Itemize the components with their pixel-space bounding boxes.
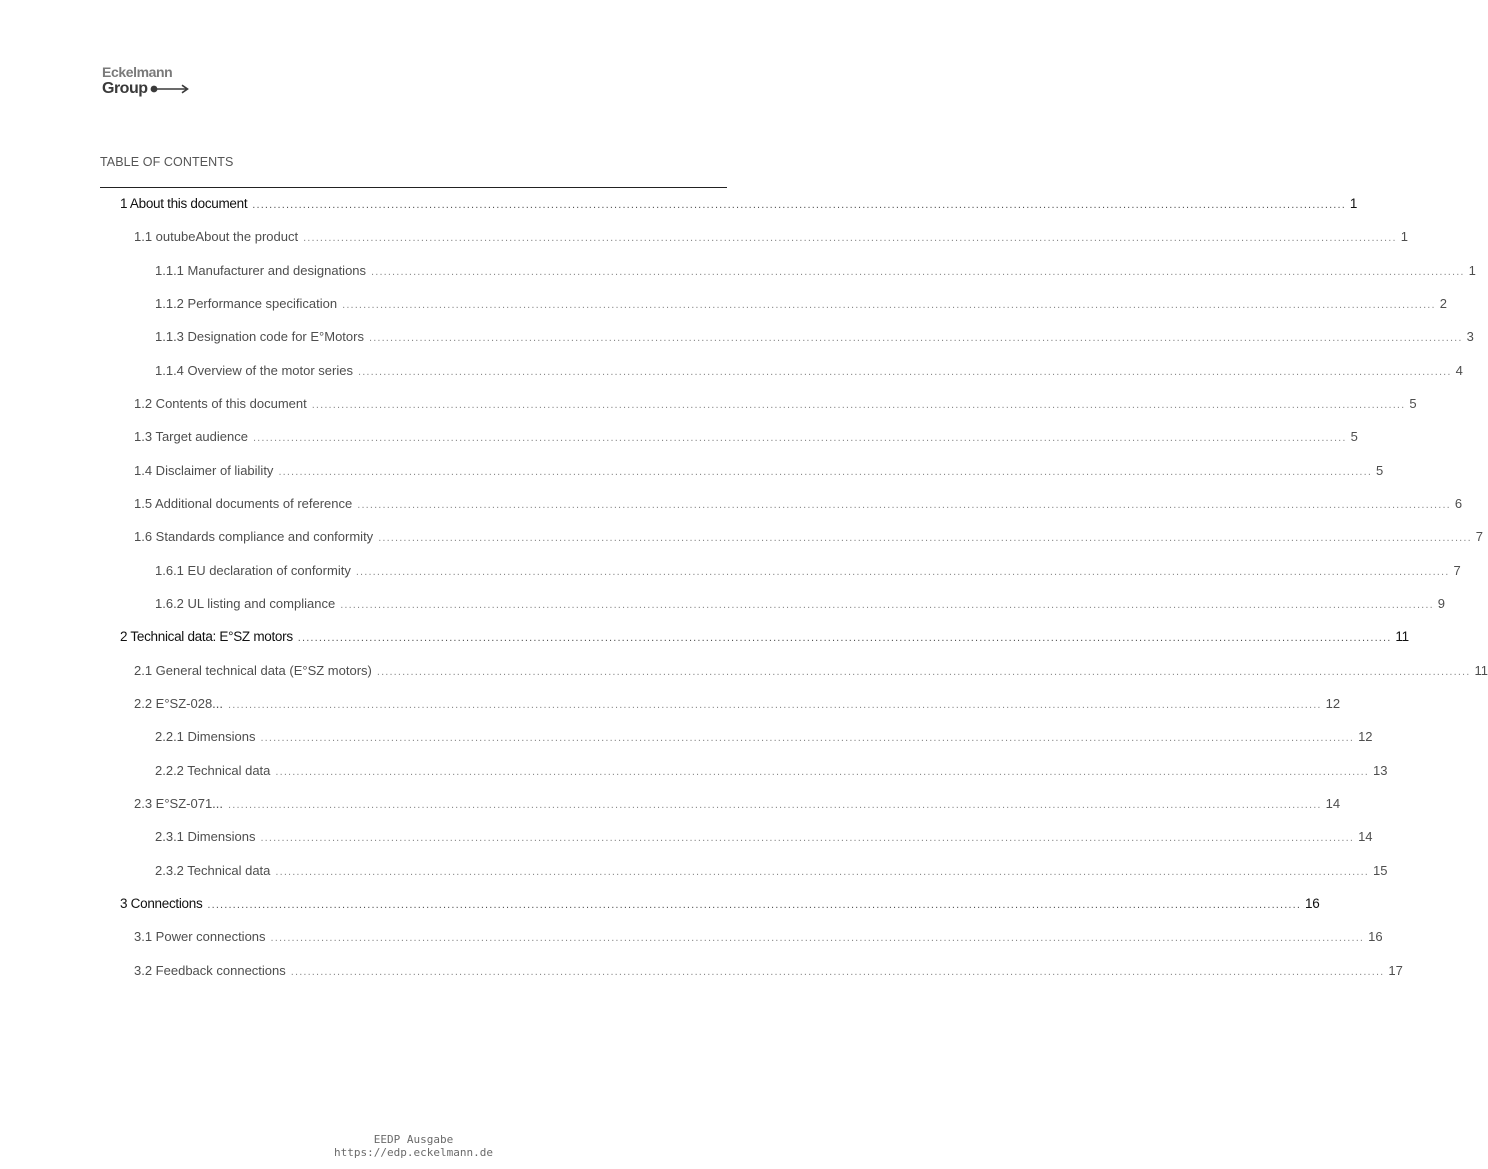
toc-dot-leader: .................................................................................................................................................................................................................................................................... [228,799,1322,811]
toc-entry-title: 2.2 E°SZ-028... [134,696,224,711]
toc-entry-page-number: 11 [1395,629,1409,644]
toc-dot-leader: .................................................................................................................................................................................................................................................................... [311,399,1406,411]
toc-dot-leader: .................................................................................................................................................................................................................................................................... [252,199,1346,211]
toc-entry[interactable] [134,929,1383,955]
toc-entry[interactable] [120,196,1358,222]
toc-entry-title: 1.1.3 Designation code for E°Motors [155,329,364,344]
toc-dot-leader: .................................................................................................................................................................................................................................................................... [376,666,1471,678]
toc-entry[interactable] [155,363,1463,389]
toc-entry[interactable] [134,463,1384,489]
toc-dot-leader: .................................................................................................................................................................................................................................................................... [297,632,1392,644]
toc-entry-page-number: 13 [1373,763,1388,778]
toc-entry-title: 1.6.1 EU declaration of conformity [155,563,351,578]
toc-dot-leader: .................................................................................................................................................................................................................................................................... [303,232,1397,244]
toc-entry[interactable] [134,229,1408,255]
toc-entry-title: 2.3.2 Technical data [155,863,271,878]
toc-entry-title: 1.6.2 UL listing and compliance [155,596,336,611]
toc-entry-page-number: 5 [1376,463,1384,478]
toc-dot-leader: .................................................................................................................................................................................................................................................................... [371,266,1465,278]
toc-dot-leader: .................................................................................................................................................................................................................................................................... [260,732,1355,744]
logo-wordmark-group: Group [102,80,148,97]
toc-divider [100,187,727,188]
toc-entry[interactable] [155,763,1388,789]
eckelmann-group-logo [102,64,202,100]
toc-entry[interactable] [134,663,1488,689]
toc-entry-title: 1.1.1 Manufacturer and designations [155,263,367,278]
toc-entry-title: 1.1.4 Overview of the motor series [155,363,353,378]
toc-entry[interactable] [155,863,1388,889]
toc-entry-title: 3.2 Feedback connections [134,963,286,978]
toc-entry[interactable] [120,629,1409,655]
toc-entry-page-number: 3 [1466,329,1474,344]
toc-entry-title: 1.6 Standards compliance and conformity [134,529,374,544]
toc-dot-leader: .................................................................................................................................................................................................................................................................... [260,832,1355,844]
toc-entry-page-number: 7 [1453,563,1461,578]
toc-entry-title: 2.2.1 Dimensions [155,729,256,744]
toc-dot-leader: .................................................................................................................................................................................................................................................................... [357,366,1452,378]
toc-entry-page-number: 5 [1350,429,1358,444]
toc-entry[interactable] [134,496,1463,522]
toc-dot-leader: .................................................................................................................................................................................................................................................................... [252,432,1347,444]
logo-arrow-icon [149,84,191,94]
toc-entry-title: 1.1 outubeAbout the product [134,229,299,244]
toc-dot-leader: .................................................................................................................................................................................................................................................................... [207,899,1302,911]
footer-url-link[interactable]: https://edp.eckelmann.de [334,1146,493,1159]
footer-edition-text: EEDP Ausgabe [373,1133,454,1146]
toc-entry-title: 2.3.1 Dimensions [155,829,256,844]
toc-entry[interactable] [134,396,1417,422]
toc-entry-page-number: 6 [1454,496,1463,511]
toc-entry[interactable] [155,329,1474,355]
toc-dot-leader: .................................................................................................................................................................................................................................................................... [368,332,1463,344]
toc-entry[interactable] [155,596,1446,622]
page-footer [0,1133,827,1159]
toc-dot-leader: .................................................................................................................................................................................................................................................................... [355,566,1450,578]
toc-entry-page-number: 12 [1325,696,1341,711]
toc-entry-page-number: 12 [1358,729,1373,744]
toc-heading: TABLE OF CONTENTS [100,155,234,169]
toc-entry-page-number: 9 [1437,596,1446,611]
toc-entry-title: 3.1 Power connections [134,929,266,944]
toc-entry-title: 1 About this document [120,196,248,211]
toc-entry-title: 2.2.2 Technical data [155,763,271,778]
toc-dot-leader: .................................................................................................................................................................................................................................................................... [275,766,1370,778]
toc-entry-title: 2 Technical data: E°SZ motors [120,629,293,644]
toc-entry-page-number: 1 [1349,196,1358,211]
toc-entry-page-number: 17 [1388,963,1403,978]
toc-entry-page-number: 14 [1358,829,1373,844]
toc-entry-page-number: 15 [1373,863,1388,878]
toc-entry[interactable] [134,429,1358,455]
toc-entry[interactable] [155,263,1476,289]
toc-entry-title: 1.2 Contents of this document [134,396,307,411]
toc-entry-title: 2.3 E°SZ-071... [134,796,224,811]
toc-dot-leader: .................................................................................................................................................................................................................................................................... [378,532,1472,544]
toc-entry-page-number: 4 [1455,363,1463,378]
toc-dot-leader: .................................................................................................................................................................................................................................................................... [357,499,1451,511]
toc-entry-page-number: 16 [1305,896,1320,911]
toc-entry-page-number: 11 [1474,663,1488,678]
toc-dot-leader: .................................................................................................................................................................................................................................................................... [290,966,1385,978]
toc-entry-page-number: 7 [1475,529,1484,544]
toc-entry-page-number: 14 [1325,796,1341,811]
toc-entry[interactable] [134,963,1403,989]
toc-entry-page-number: 1 [1400,229,1408,244]
toc-entry-page-number: 5 [1409,396,1417,411]
toc-entry-page-number: 16 [1368,929,1383,944]
logo-wordmark-eckelmann: Eckelmann [102,64,173,80]
toc-entry-page-number: 1 [1468,263,1476,278]
toc-entry[interactable] [155,296,1447,322]
toc-entry-title: 2.1 General technical data (E°SZ motors) [134,663,372,678]
toc-entry[interactable] [155,729,1373,755]
toc-entry[interactable] [134,696,1341,722]
toc-dot-leader: .................................................................................................................................................................................................................................................................... [228,699,1322,711]
toc-entry[interactable] [134,529,1484,555]
toc-entry-page-number: 2 [1439,296,1447,311]
toc-entry-title: 1.1.2 Performance specification [155,296,338,311]
toc-entry[interactable] [155,829,1373,855]
toc-dot-leader: .................................................................................................................................................................................................................................................................... [278,466,1373,478]
toc-entry-title: 1.5 Additional documents of reference [134,496,353,511]
toc-dot-leader: .................................................................................................................................................................................................................................................................... [340,599,1434,611]
toc-entry-title: 1.4 Disclaimer of liability [134,463,274,478]
toc-entry[interactable] [155,563,1461,589]
toc-entry-title: 3 Connections [120,896,203,911]
toc-dot-leader: .................................................................................................................................................................................................................................................................... [275,866,1370,878]
toc-entry[interactable] [120,896,1320,922]
toc-entry-title: 1.3 Target audience [134,429,248,444]
toc-dot-leader: .................................................................................................................................................................................................................................................................... [342,299,1436,311]
toc-entry[interactable] [134,796,1341,822]
toc-dot-leader: .................................................................................................................................................................................................................................................................... [270,932,1365,944]
